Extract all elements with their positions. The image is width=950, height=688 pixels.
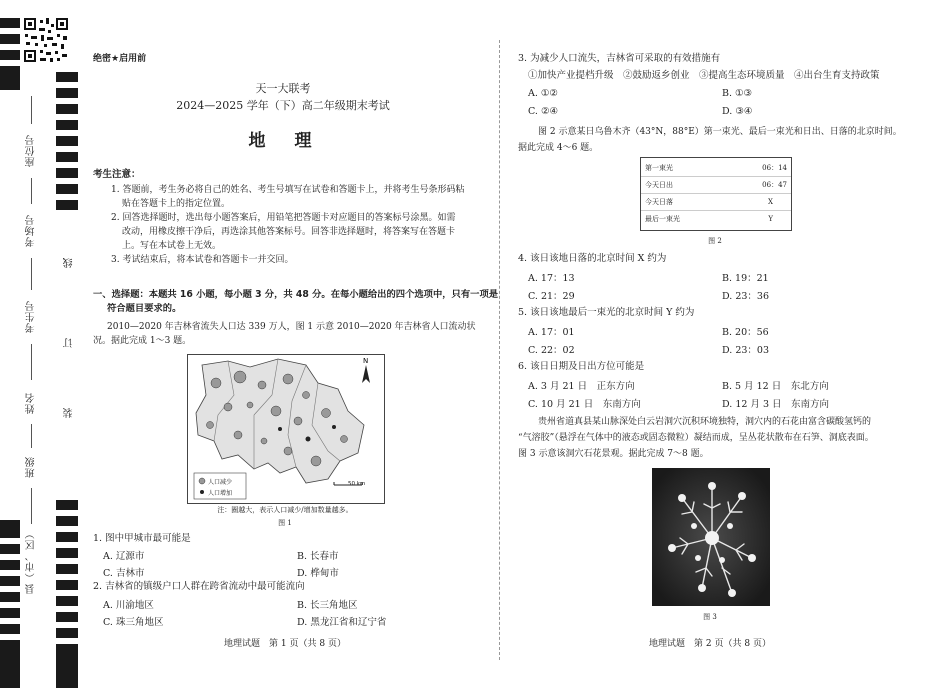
- q2-option-b[interactable]: B. 长三角地区: [297, 600, 358, 611]
- q6-option-a[interactable]: A. 3 月 21 日 正东方向: [528, 381, 635, 392]
- notice-line: 改动，用橡皮擦干净后，再选涂其他答案标号。回答非选择题时，将答案写在答题卡: [122, 227, 456, 237]
- row-value: 06：14: [726, 160, 791, 177]
- q5-option-d[interactable]: D. 23：03: [722, 345, 769, 356]
- q3-option-c[interactable]: C. ②④: [528, 106, 559, 117]
- passage2-line: 据此完成 4～6 题。: [518, 143, 599, 153]
- q3-option-d[interactable]: D. ③④: [722, 106, 753, 117]
- cut-mark-staple: 装: [64, 408, 75, 418]
- legend-decrease: 人口减少: [208, 479, 233, 486]
- q6-option-d[interactable]: D. 12 月 3 日 东南方向: [722, 399, 830, 410]
- q1-option-a[interactable]: A. 辽源市: [103, 551, 145, 562]
- q1-option-b[interactable]: B. 长春市: [297, 551, 339, 562]
- figure1-caption: 图 1: [278, 519, 292, 527]
- notice-line: 上。写在本试卷上无效。: [122, 241, 222, 251]
- q3-items: ①加快产业提档升级 ②鼓励返乡创业 ③提高生态环境质量 ④出台生育支持政策: [528, 70, 880, 81]
- q5-option-c[interactable]: C. 22：02: [528, 345, 575, 356]
- q4-option-a[interactable]: A. 17：13: [528, 273, 575, 284]
- q2-option-a[interactable]: A. 川渝地区: [103, 600, 154, 611]
- q2-stem: 2. 吉林省的镇级户口人群在跨省流动中最可能流向: [93, 581, 305, 592]
- figure1-map: [187, 354, 385, 504]
- q4-option-c[interactable]: C. 21：29: [528, 291, 575, 302]
- row-label: 第一束光: [641, 160, 726, 177]
- passage3-line: “气溶胶”（悬浮在气体中的液态或固态微粒）凝结而成，呈丛花状散布在石笋、洞底表面。: [518, 433, 874, 443]
- row-value: 06：47: [726, 177, 791, 194]
- cut-mark-bind: 订: [64, 338, 75, 348]
- row-value: Y: [768, 215, 773, 223]
- table-row: [641, 194, 791, 211]
- section-heading-cont: 符合题目要求的。: [107, 303, 182, 314]
- notice-line: 1. 答题前，考生务必将自己的姓名、考生号填写在试卷和答题卡上，并将考生号条形码粘: [111, 185, 465, 195]
- subject-title: 地 理: [248, 131, 318, 151]
- secret-label: 绝密★启用前: [93, 54, 147, 64]
- q6-option-b[interactable]: B. 5 月 12 日 东北方向: [722, 381, 829, 392]
- exam-title: 2024—2025 学年（下）高二年级期末考试: [176, 99, 390, 112]
- figure2-caption: 图 2: [708, 237, 722, 245]
- org-title: 天一大联考: [255, 82, 311, 95]
- passage1-line: 况。据此完成 1～3 题。: [93, 336, 192, 346]
- q5-option-a[interactable]: A. 17：01: [528, 327, 575, 338]
- binding-strip: [0, 0, 78, 688]
- notice-line: 3. 考试结束后，将本试卷和答题卡一并交回。: [111, 255, 294, 265]
- county-label: 县（市、区）: [26, 528, 37, 594]
- notice-line: 2. 回答选择题时，选出每小题答案后，用铅笔把答题卡对应题目的答案标号涂黑。如需: [111, 213, 456, 223]
- q3-option-b[interactable]: B. ①③: [722, 88, 753, 99]
- notice-line: 贴在答题卡上的指定位置。: [122, 199, 231, 209]
- q3-stem: 3. 为减少人口流失，吉林省可采取的有效措施有: [518, 53, 721, 64]
- map-scale: 50 km: [348, 481, 366, 487]
- table-row: [641, 160, 791, 177]
- class-label: 班级: [26, 456, 37, 478]
- row-label: 最后一束光: [645, 215, 680, 223]
- seat-number-label: 座位号: [26, 134, 37, 168]
- q4-option-b[interactable]: B. 19：21: [722, 273, 769, 284]
- table-row: [641, 177, 791, 194]
- svg-text:N: N: [363, 357, 369, 365]
- q4-option-d[interactable]: D. 23：36: [722, 291, 769, 302]
- exam-room-label: 考场号: [26, 214, 37, 248]
- q1-option-c[interactable]: C. 吉林市: [103, 568, 145, 579]
- q4-stem: 4. 该日该地日落的北京时间 X 约为: [518, 253, 667, 264]
- passage1-line: 2010—2020 年吉林省流失人口达 339 万人，图 1 示意 2010—2020 年吉林省人口流动状: [107, 322, 476, 332]
- q2-option-d[interactable]: D. 黑龙江省和辽宁省: [297, 617, 387, 628]
- row-value: X: [726, 194, 791, 211]
- table-row: [641, 211, 791, 228]
- q6-option-c[interactable]: C. 10 月 21 日 东南方向: [528, 399, 641, 410]
- notice-title: 考生注意：: [93, 169, 141, 180]
- q5-stem: 5. 该日该地最后一束光的北京时间 Y 约为: [518, 307, 695, 318]
- figure3-photo: [652, 468, 770, 606]
- q1-option-d[interactable]: D. 桦甸市: [297, 568, 339, 579]
- figure1-note: 注：圈越大，表示人口减少/增加数量越多。: [217, 506, 353, 514]
- passage3-line: 图 3 示意该洞穴石花景观。据此完成 7～8 题。: [518, 449, 709, 459]
- row-label: 今天日出: [641, 177, 726, 194]
- qr-code: [22, 16, 70, 64]
- q6-stem: 6. 该日日期及日出方位可能是: [518, 361, 645, 372]
- candidate-number-label: 考生号: [26, 300, 37, 334]
- row-label: 今天日落: [641, 194, 726, 211]
- column-divider: [499, 40, 500, 660]
- cut-mark-line: 线: [64, 258, 75, 268]
- q2-option-c[interactable]: C. 珠三角地区: [103, 617, 164, 628]
- figure2-table: [640, 157, 792, 231]
- q1-stem: 1. 图中甲城市最可能是: [93, 533, 191, 544]
- q3-option-a[interactable]: A. ①②: [528, 88, 558, 99]
- footer-right: 地理试题 第 2 页（共 8 页）: [649, 639, 771, 649]
- name-label: 姓名: [26, 392, 37, 414]
- legend-increase: 人口增加: [208, 490, 233, 497]
- q5-option-b[interactable]: B. 20：56: [722, 327, 769, 338]
- passage3-line: 贵州省道真县某山脉深处白云岩洞穴沉积环境独特，洞穴内的石花由富含碳酸氢钙的: [538, 417, 872, 427]
- figure3-caption: 图 3: [703, 613, 717, 621]
- footer-left: 地理试题 第 1 页（共 8 页）: [224, 639, 346, 649]
- section-heading: 一、选择题：本题共 16 小题，每小题 3 分，共 48 分。在每小题给出的四个选项中，只有一项是: [93, 289, 499, 300]
- passage2-line: 图 2 示意某日乌鲁木齐（43°N，88°E）第一束光、最后一束光和日出、日落的北京时间。: [538, 127, 902, 137]
- notice-block: [93, 183, 488, 267]
